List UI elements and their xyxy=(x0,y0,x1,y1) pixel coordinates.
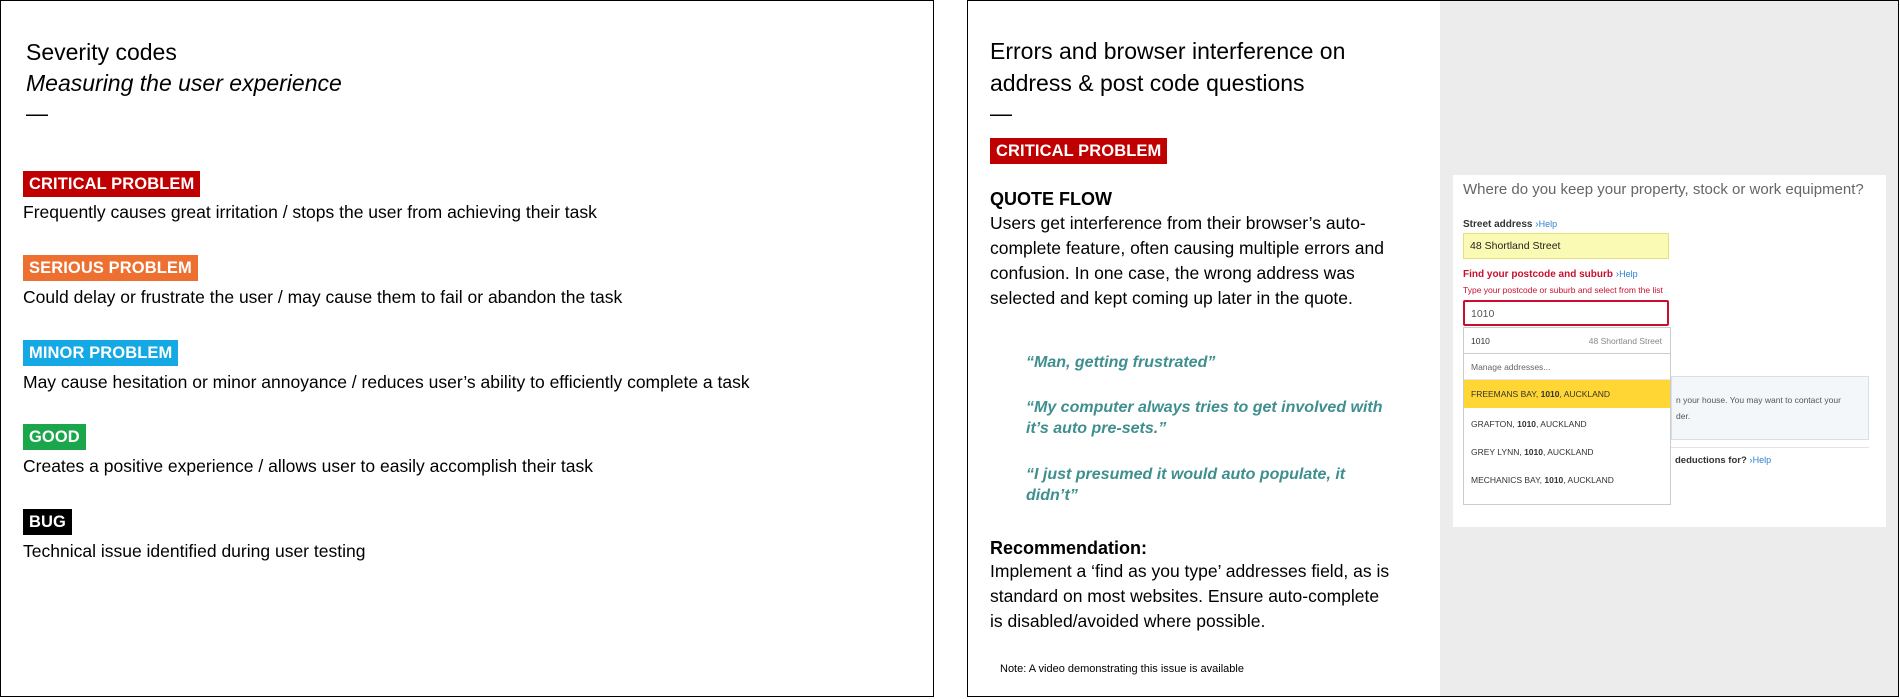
help-link[interactable]: Help xyxy=(1538,219,1558,229)
title-dash: — xyxy=(26,101,48,126)
divider xyxy=(1671,447,1869,448)
slide-title: Errors and browser interference on address & post code questions xyxy=(990,38,1346,96)
postcode-input[interactable]: 1010 xyxy=(1463,300,1669,326)
recommendation-body: Implement a ‘find as you type’ addresses field, as is standard on most websites. Ensure auto-complete is disabled/avoided where possible. xyxy=(990,561,1390,631)
option-city: , AUCKLAND xyxy=(1559,389,1611,399)
dropdown-option[interactable] xyxy=(1464,380,1670,408)
critical-problem-description: Frequently causes great irritation / stops the user from achieving their task xyxy=(23,202,597,222)
info-box xyxy=(1671,376,1869,440)
serious-problem-description: Could delay or frustrate the user / may cause them to fail or abandon the task xyxy=(23,287,623,307)
postcode-hint: Type your postcode or suburb and select from the list xyxy=(1463,285,1663,295)
option-suburb: MECHANICS BAY, xyxy=(1471,475,1545,485)
postcode-dropdown xyxy=(1463,353,1671,505)
dropdown-option[interactable] xyxy=(1464,466,1670,494)
severity-codes-slide xyxy=(0,0,934,697)
user-quote: “My computer always tries to get involved with it’s auto pre-sets.” xyxy=(1026,399,1383,437)
info-text: n your house. You may want to contact your xyxy=(1676,395,1841,405)
address-errors-slide xyxy=(967,0,1899,697)
minor-problem-badge: MINOR PROBLEM xyxy=(23,340,178,366)
chevron-right-icon: › xyxy=(1749,455,1753,466)
finding-body: Users get interference from their browser’s auto-complete feature, often causing multiple errors and confusion. In one case, the wrong address was selected and kept coming up later in the quote. xyxy=(990,213,1384,308)
address-form-card xyxy=(1453,175,1886,527)
autocomplete-suggestion[interactable] xyxy=(1463,327,1671,353)
deductions-text: deductions for? xyxy=(1675,455,1747,466)
video-note: Note: A video demonstrating this issue is available xyxy=(1000,663,1244,675)
option-postcode: 1010 xyxy=(1540,389,1560,399)
serious-problem-badge: SERIOUS PROBLEM xyxy=(23,255,198,281)
street-address-input[interactable]: 48 Shortland Street xyxy=(1463,233,1669,259)
postcode-label-text: Find your postcode and suburb xyxy=(1463,269,1613,280)
option-postcode: 1010 xyxy=(1517,419,1537,429)
option-postcode: 1010 xyxy=(1524,447,1543,457)
dropdown-option[interactable] xyxy=(1464,438,1670,466)
street-address-label-text: Street address xyxy=(1463,219,1533,230)
option-postcode: 1010 xyxy=(1544,475,1564,485)
option-suburb: GREY LYNN, xyxy=(1471,447,1525,457)
form-question: Where do you keep your property, stock or work equipment? xyxy=(1463,181,1864,198)
critical-problem-badge: CRITICAL PROBLEM xyxy=(23,171,200,197)
option-suburb: FREEMANS BAY, xyxy=(1471,389,1541,399)
info-text-2: der. xyxy=(1676,411,1691,421)
user-quote: “I just presumed it would auto populate, it didn’t” xyxy=(1026,466,1346,504)
chevron-right-icon: › xyxy=(1535,219,1539,230)
help-link[interactable]: Help xyxy=(1752,455,1772,465)
deductions-question xyxy=(1675,455,1771,466)
slide-title: Severity codes xyxy=(26,39,177,65)
slide-subtitle: Measuring the user experience xyxy=(26,70,342,96)
help-link[interactable]: Help xyxy=(1619,269,1638,279)
option-city: , AUCKLAND xyxy=(1543,447,1594,457)
section-heading: QUOTE FLOW xyxy=(990,189,1112,209)
good-description: Creates a positive experience / allows user to easily accomplish their task xyxy=(23,456,593,476)
option-suburb: GRAFTON, xyxy=(1471,419,1518,429)
minor-problem-description: May cause hesitation or minor annoyance / reduces user’s ability to efficiently complete a task xyxy=(23,372,750,392)
postcode-label xyxy=(1463,269,1638,280)
recommendation-heading: Recommendation: xyxy=(990,538,1148,558)
suggestion-address: 48 Shortland Street xyxy=(1588,336,1662,346)
bug-badge: BUG xyxy=(23,509,72,535)
chevron-right-icon: › xyxy=(1615,269,1620,280)
suggestion-value: 1010 xyxy=(1471,336,1490,346)
form-screenshot-panel xyxy=(1440,1,1899,697)
street-address-label xyxy=(1463,219,1557,230)
good-badge: GOOD xyxy=(23,424,86,450)
option-city: , AUCKLAND xyxy=(1536,419,1587,429)
option-city: , AUCKLAND xyxy=(1563,475,1614,485)
title-dash: — xyxy=(990,101,1012,126)
critical-problem-badge: CRITICAL PROBLEM xyxy=(990,138,1167,164)
dropdown-option[interactable] xyxy=(1464,410,1670,438)
bug-description: Technical issue identified during user testing xyxy=(23,541,366,561)
manage-addresses-item[interactable]: Manage addresses... xyxy=(1464,354,1670,380)
user-quote: “Man, getting frustrated” xyxy=(1026,354,1216,371)
